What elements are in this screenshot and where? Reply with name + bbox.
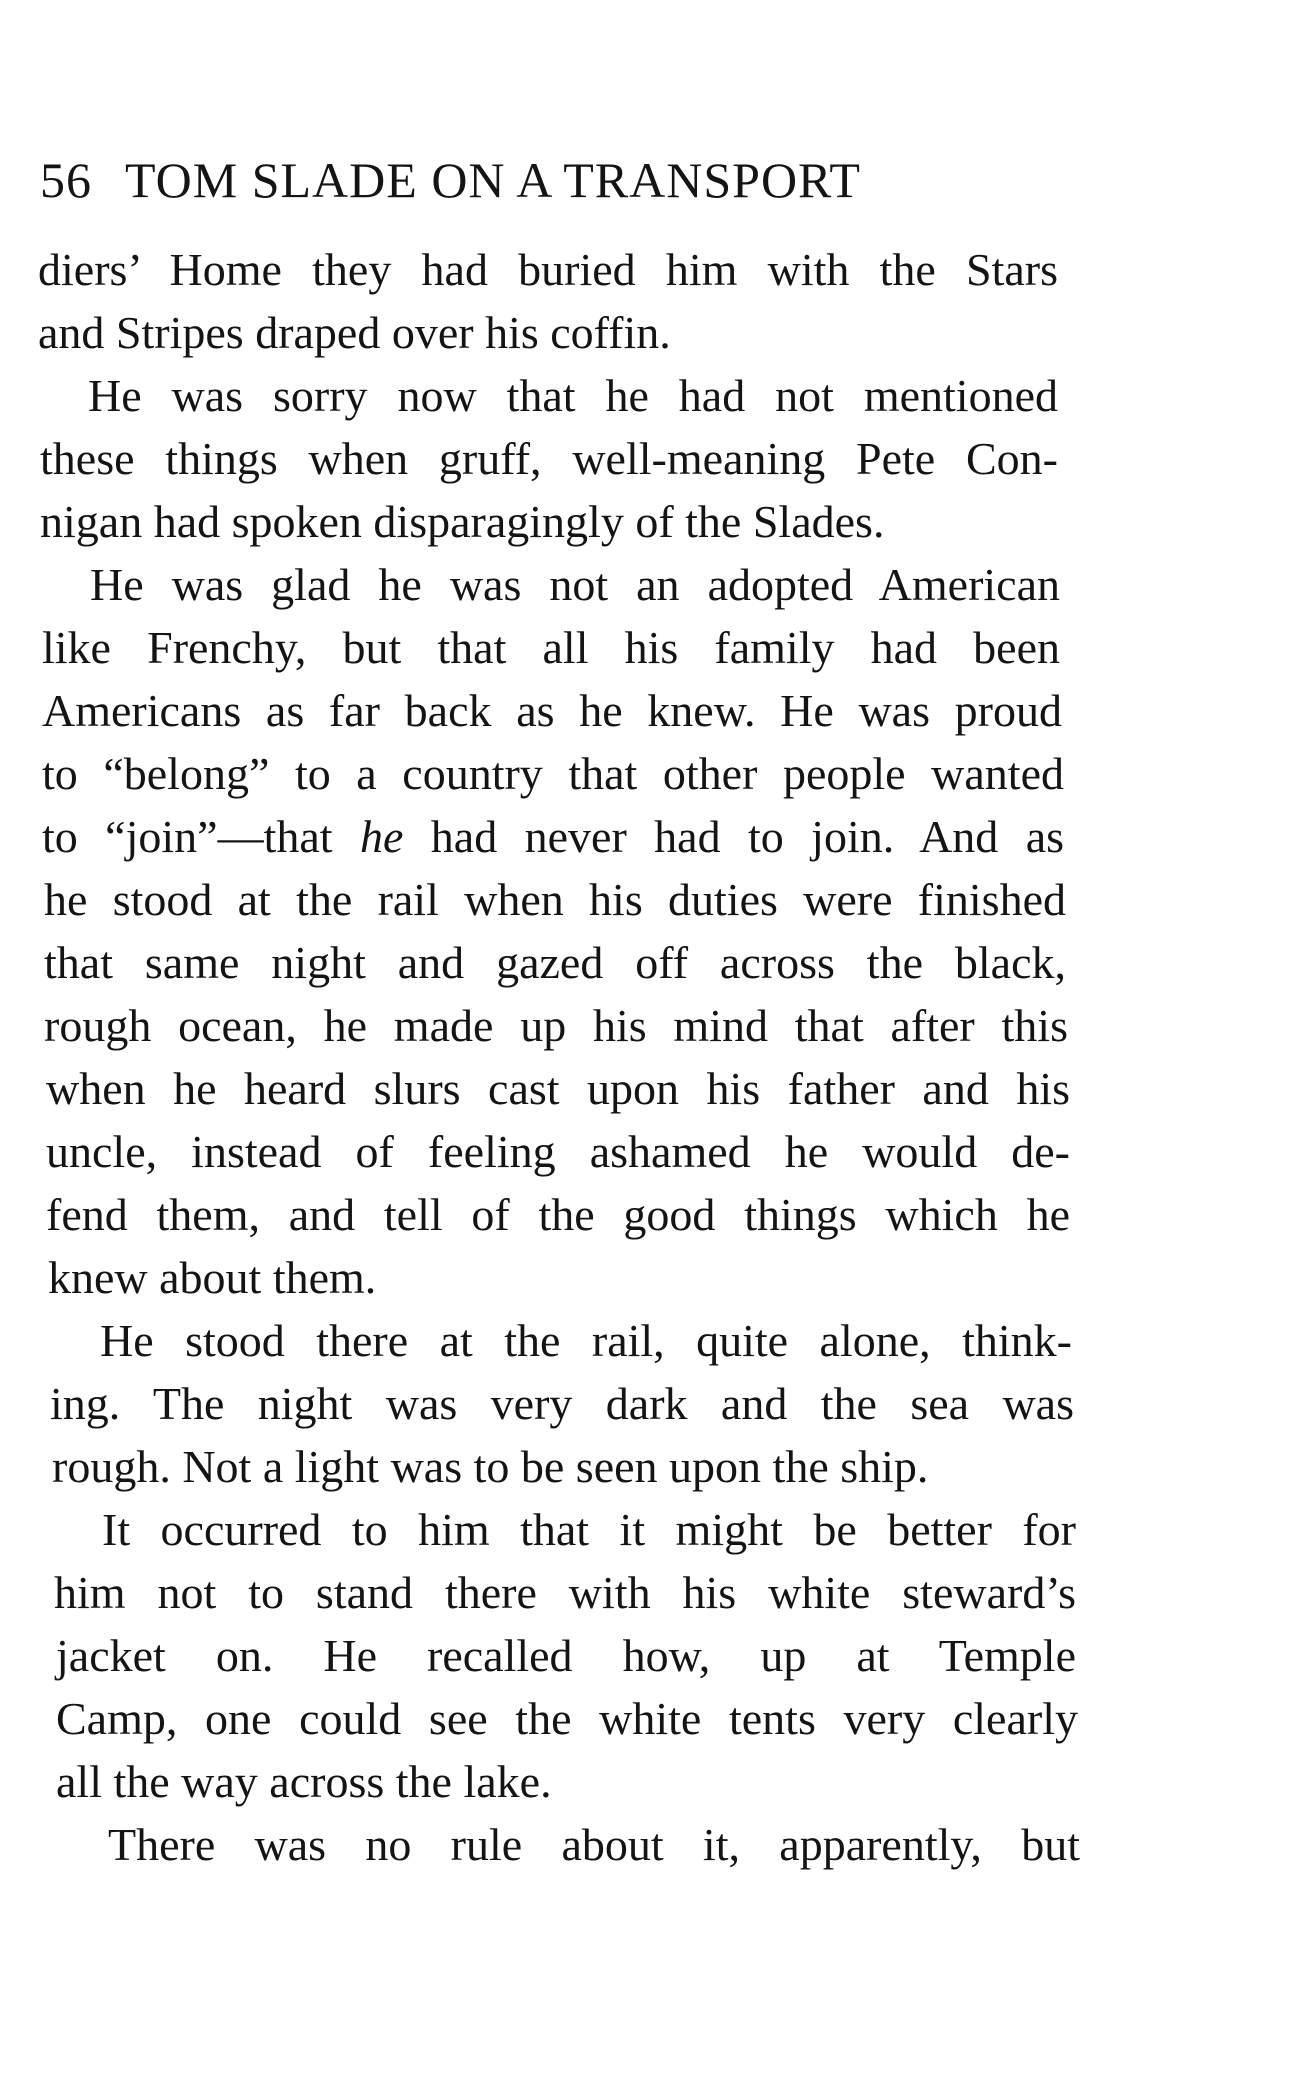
text-line: He was sorry now that he had not mentioned (88, 370, 1058, 421)
text-line: It occurred to him that it might be better for (102, 1504, 1076, 1555)
text-line: he stood at the rail when his duties were finished (44, 874, 1066, 925)
text-line: that same night and gazed off across the black, (44, 937, 1066, 988)
text-line: him not to stand there with his white steward’s (54, 1567, 1076, 1618)
text-line: Camp, one could see the white tents very clearly (56, 1693, 1078, 1744)
text-line: uncle, instead of feeling ashamed he would de- (46, 1126, 1070, 1177)
page-number: 56 (40, 152, 92, 208)
emphasis-word: he (359, 811, 404, 862)
text-line: fend them, and tell of the good things which he (46, 1189, 1070, 1240)
text-line: Americans as far back as he knew. He was proud (42, 685, 1062, 736)
text-line: nigan had spoken disparagingly of the Slades. (40, 496, 885, 547)
text-line: all the way across the lake. (56, 1756, 552, 1807)
text-line: like Frenchy, but that all his family had been (42, 622, 1060, 673)
text-line: There was no rule about it, apparently, but (108, 1819, 1080, 1870)
text-line: these things when gruff, well-meaning Pete Con- (40, 433, 1058, 484)
text-line: knew about them. (48, 1252, 377, 1303)
running-title: TOM SLADE ON A TRANSPORT (125, 152, 861, 208)
text-line: diers’ Home they had buried him with the Stars (38, 244, 1058, 295)
text-segment: to “join”—that (42, 811, 333, 862)
text-line: rough. Not a light was to be seen upon the ship. (52, 1441, 929, 1492)
text-line (42, 807, 1064, 867)
running-header (40, 148, 1040, 212)
text-line: He was glad he was not an adopted American (90, 559, 1060, 610)
text-line: ing. The night was very dark and the sea was (50, 1378, 1074, 1429)
text-line: rough ocean, he made up his mind that after this (44, 1000, 1068, 1051)
text-line: jacket on. He recalled how, up at Temple (56, 1630, 1076, 1681)
text-line: He stood there at the rail, quite alone, think- (100, 1315, 1072, 1366)
text-line: and Stripes draped over his coffin. (38, 307, 671, 358)
text-line: to “belong” to a country that other people wanted (42, 748, 1064, 799)
text-segment: had never had to join. And as (430, 811, 1065, 862)
text-line: when he heard slurs cast upon his father and his (46, 1063, 1070, 1114)
